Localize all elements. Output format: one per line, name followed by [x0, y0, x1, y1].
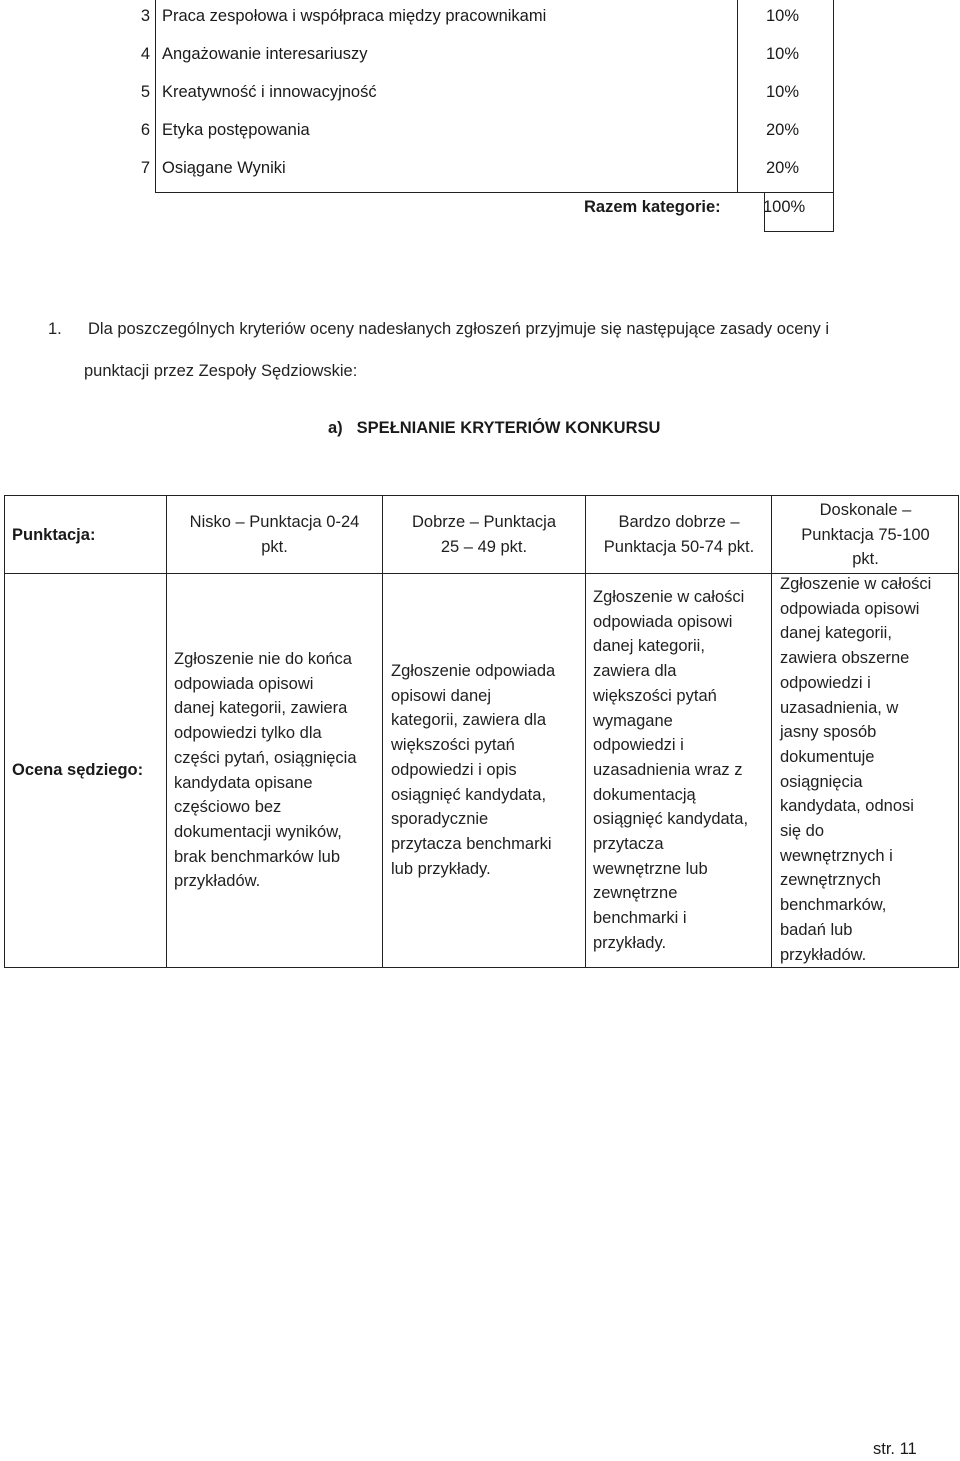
- desc-line: danej kategorii,: [593, 637, 705, 656]
- desc-line: odpowiada opisowi: [174, 674, 314, 693]
- table-row: [0, 0, 960, 38]
- desc-line: odpowiedzi tylko dla: [174, 724, 322, 743]
- criterion-name: Angażowanie interesariuszy: [162, 45, 368, 63]
- desc-line: jasny sposób: [780, 723, 877, 742]
- header-line: Punktacja 75-100: [801, 525, 930, 544]
- section-title-text: SPEŁNIANIE KRYTERIÓW KONKURSU: [356, 419, 661, 437]
- desc-line: zewnętrzne: [593, 884, 678, 903]
- section-letter: a): [328, 419, 343, 437]
- desc-line: opisowi danej: [391, 686, 491, 705]
- desc-line: benchmarków,: [780, 896, 887, 915]
- desc-line: badań lub: [780, 920, 853, 939]
- level-desc-dobrze: [391, 659, 555, 881]
- desc-line: przytacza benchmarki: [391, 834, 552, 853]
- header-line: Nisko – Punktacja 0-24: [189, 513, 360, 531]
- desc-line: przytacza: [593, 835, 664, 854]
- desc-line: odpowiedzi i: [593, 736, 684, 755]
- header-line: pkt.: [261, 537, 288, 556]
- table-row: [0, 76, 960, 114]
- desc-line: odpowiedzi i opis: [391, 760, 517, 779]
- desc-line: Zgłoszenie w całości: [593, 588, 745, 606]
- header-line: Dobrze – Punktacja: [412, 513, 556, 531]
- desc-line: Zgłoszenie w całości: [780, 575, 932, 593]
- desc-line: dokumentacji wyników,: [174, 822, 342, 841]
- desc-line: zewnętrznych: [780, 871, 881, 890]
- desc-line: kategorii, zawiera dla: [391, 711, 546, 730]
- table-border: [737, 0, 738, 192]
- desc-line: osiągnięć kandydata,: [391, 785, 547, 804]
- desc-line: benchmarki i: [593, 909, 687, 928]
- desc-line: przykładów.: [780, 945, 867, 964]
- desc-line: dokumentacją: [593, 785, 696, 804]
- desc-line: danej kategorii,: [780, 624, 892, 643]
- header-line: Punktacja 50-74 pkt.: [603, 537, 755, 556]
- level-desc-bardzo-dobrze: [593, 585, 748, 956]
- desc-line: sporadycznie: [391, 810, 489, 829]
- total-label: Razem kategorie:: [584, 198, 721, 216]
- column-divider: [166, 496, 167, 967]
- table-border: [155, 192, 833, 193]
- desc-line: się do: [780, 822, 825, 841]
- table-border: [155, 0, 156, 192]
- column-divider: [382, 496, 383, 967]
- criterion-weight: 20%: [766, 121, 800, 139]
- row-number: 3: [140, 7, 150, 25]
- desc-line: większości pytań: [391, 736, 515, 755]
- desc-line: danej kategorii, zawiera: [174, 699, 348, 718]
- header-line: Bardzo dobrze –: [618, 513, 740, 531]
- page-number: str. 11: [873, 1440, 917, 1458]
- desc-line: wewnętrzne lub: [593, 859, 708, 878]
- header-line: pkt.: [852, 550, 879, 569]
- level-header-nisko: [167, 510, 382, 559]
- level-desc-doskonale: [780, 572, 931, 967]
- table-border: [764, 231, 834, 232]
- header-line: 25 – 49 pkt.: [440, 537, 528, 556]
- desc-line: przykłady.: [593, 933, 667, 952]
- desc-line: części pytań, osiągnięcia: [174, 748, 357, 767]
- row-number: 6: [140, 121, 150, 139]
- desc-line: częściowo bez: [174, 798, 282, 817]
- paragraph-line: Dla poszczególnych kryteriów oceny nadesłanych zgłoszeń przyjmuje się następujące zasady oceny i: [88, 320, 830, 338]
- desc-line: odpowiada opisowi: [593, 612, 733, 631]
- desc-line: osiągnięcia: [780, 772, 863, 791]
- criterion-weight: 10%: [766, 45, 800, 63]
- desc-line: osiągnięć kandydata,: [593, 810, 749, 829]
- row-label-punktacja: Punktacja:: [12, 526, 96, 544]
- table-row: [0, 38, 960, 76]
- desc-line: przykładów.: [174, 872, 261, 891]
- criterion-weight: 10%: [766, 83, 800, 101]
- row-label-ocena: Ocena sędziego:: [12, 761, 144, 779]
- total-value: 100%: [763, 198, 806, 216]
- criterion-name: Kreatywność i innowacyjność: [162, 83, 377, 101]
- desc-line: Zgłoszenie odpowiada: [391, 662, 556, 680]
- table-row: [0, 152, 960, 190]
- section-heading: [328, 419, 660, 438]
- desc-line: uzasadnienia wraz z: [593, 760, 743, 779]
- row-number: 4: [140, 45, 150, 63]
- level-header-dobrze: [383, 510, 585, 559]
- desc-line: wymagane: [593, 711, 673, 730]
- desc-line: zawiera dla: [593, 662, 677, 681]
- row-number: 5: [140, 83, 150, 101]
- level-header-doskonale: [772, 498, 959, 572]
- header-line: Doskonale –: [819, 501, 912, 519]
- paragraph-number: 1.: [48, 320, 62, 338]
- desc-line: Zgłoszenie nie do końca: [174, 650, 352, 668]
- desc-line: zawiera obszerne: [780, 649, 910, 668]
- desc-line: kandydata, odnosi: [780, 797, 914, 816]
- scoring-table: [4, 495, 959, 968]
- criterion-name: Etyka postępowania: [162, 121, 310, 139]
- level-header-bardzo-dobrze: [586, 510, 772, 559]
- column-divider: [585, 496, 586, 967]
- table-row: [0, 114, 960, 152]
- desc-line: kandydata opisane: [174, 773, 313, 792]
- paragraph-line: punktacji przez Zespoły Sędziowskie:: [84, 362, 358, 380]
- row-number: 7: [140, 159, 150, 177]
- desc-line: uzasadnienia, w: [780, 698, 899, 717]
- desc-line: lub przykłady.: [391, 859, 491, 878]
- desc-line: odpowiada opisowi: [780, 599, 920, 618]
- criterion-name: Osiągane Wyniki: [162, 159, 286, 177]
- desc-line: brak benchmarków lub: [174, 847, 340, 866]
- desc-line: odpowiedzi i: [780, 673, 871, 692]
- level-desc-nisko: [174, 647, 357, 894]
- desc-line: większości pytań: [593, 686, 717, 705]
- desc-line: dokumentuje: [780, 747, 875, 766]
- criterion-name: Praca zespołowa i współpraca między pracownikami: [162, 7, 547, 25]
- criterion-weight: 20%: [766, 159, 800, 177]
- table-border: [833, 0, 834, 232]
- criterion-weight: 10%: [766, 7, 800, 25]
- desc-line: wewnętrznych i: [780, 846, 893, 865]
